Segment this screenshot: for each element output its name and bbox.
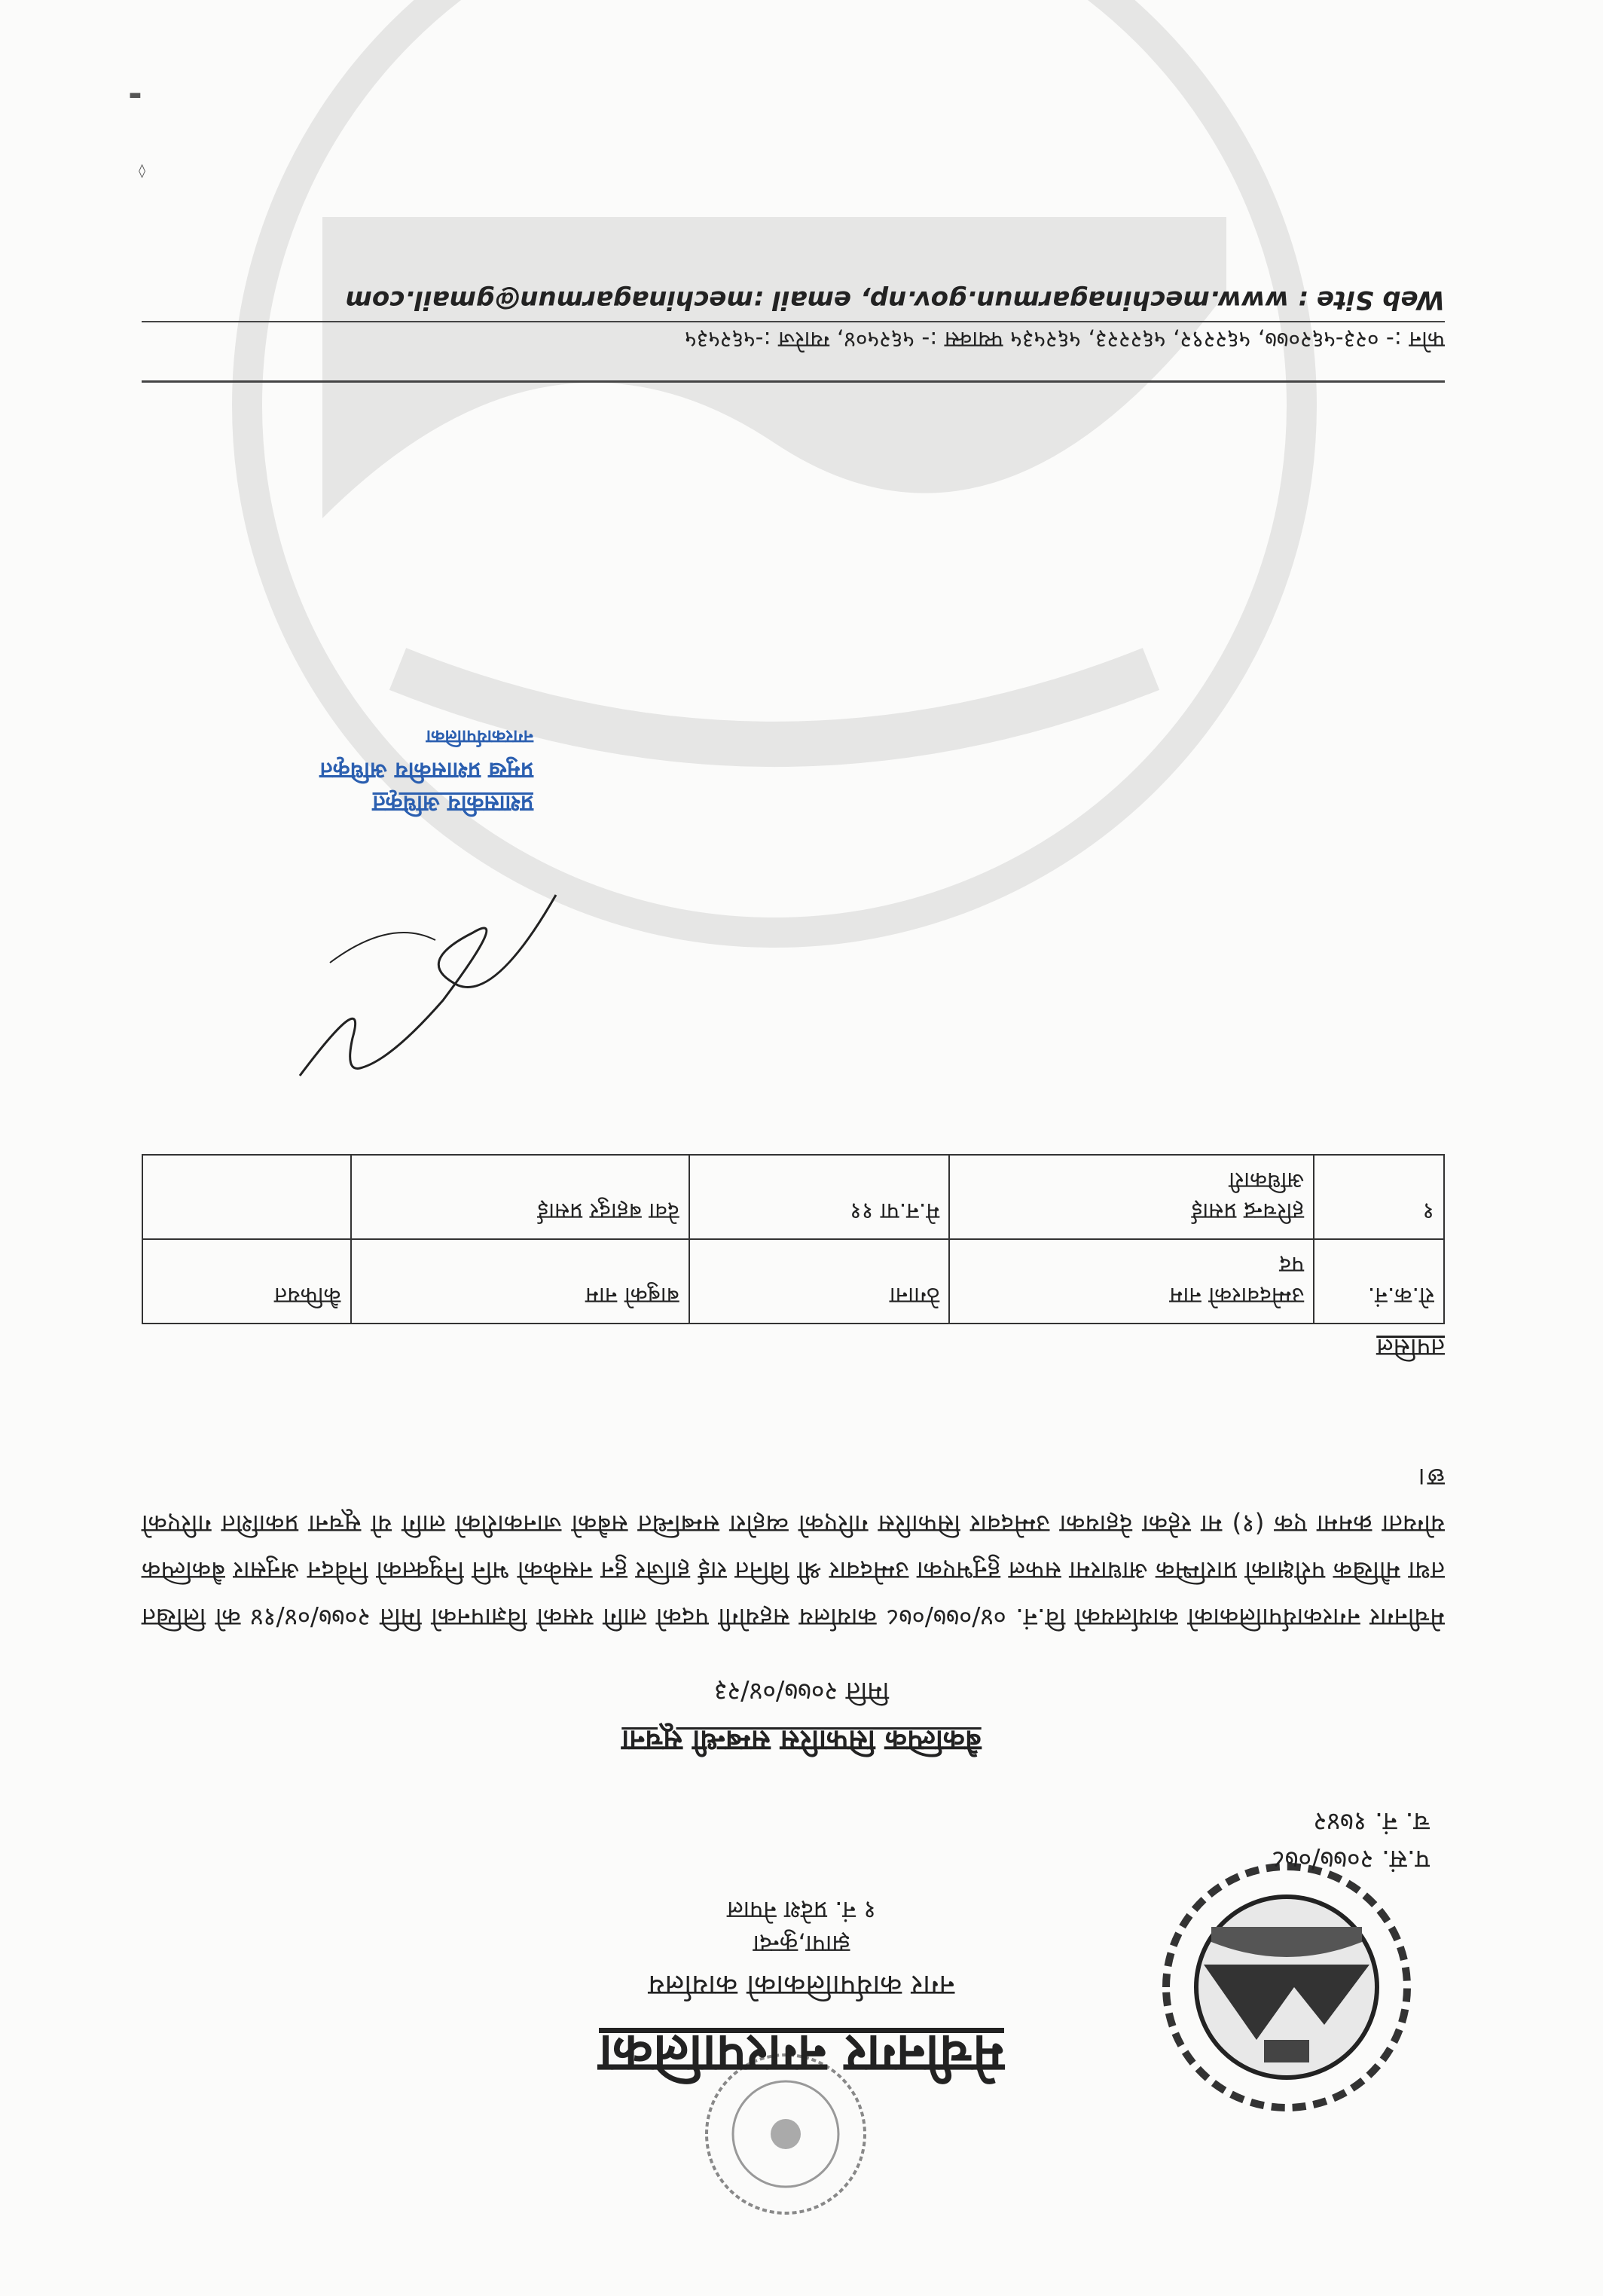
table-cell: १ (1314, 1155, 1444, 1239)
official-blue-stamp (270, 720, 533, 820)
candidate-table (142, 1154, 1445, 1324)
letter-number: प.सं. २०७७/०७८ (1272, 1844, 1430, 1874)
footer-mid-rule (142, 321, 1445, 322)
municipality-title: मेचीनगर नगरपालिका (599, 2023, 1004, 2085)
table-cell: देवा बहादुर प्रसाई (351, 1155, 689, 1239)
table-cell: हरिचन्द्र प्रसाई अधिकारी (949, 1155, 1314, 1239)
table-note: अधिकारी (1229, 1167, 1305, 1193)
office-name: नगर कार्यपालिकाको कार्यालय (648, 1969, 955, 2002)
table-cell: मे.न.पा ११ (689, 1155, 950, 1239)
column-header: उम्मेदवारको नाम पद (949, 1239, 1314, 1324)
column-header: ठेगाना (689, 1239, 950, 1324)
notice-date: मिति २०७७/०४/२३ (713, 1676, 890, 1706)
column-header: रो.क.नं. (1314, 1239, 1444, 1324)
watermark-emblem (172, 0, 1377, 970)
handwritten-signature (270, 865, 586, 1091)
table-row (142, 1155, 1444, 1239)
stamp-line: प्रमुख प्रशासकीय अधिकृत (319, 757, 533, 783)
footer-top-rule (142, 380, 1445, 383)
scan-mark: ▬ (128, 88, 142, 104)
footer-web-email: Web Site : www.mechinagarmun.gov.np, email :mechinagarmun@gmail.com (345, 285, 1445, 315)
table-cell (142, 1155, 351, 1239)
scan-mark: ◊ (139, 163, 145, 179)
footer-contact-info: फोन :- ०२३-५६२०७७, ५६२२९२, ५६२२२३, ५६२५३५ फ्याक्स :- ५६२५०४, ग्यारेज :-५६२५३५ (685, 326, 1445, 353)
table-note: पद (1279, 1251, 1305, 1278)
notice-title: बैकल्पिक सिफारिस सम्बन्धी सूचना (621, 1724, 982, 1757)
stamp-line: नगरकार्यपालिका (426, 726, 533, 747)
dispatch-number: च. नं. १७४२ (1313, 1806, 1430, 1836)
table-header-row (142, 1239, 1444, 1324)
column-header: कैफियत (142, 1239, 351, 1324)
table-caption: तपसिल (1376, 1333, 1445, 1363)
notice-body: मेचीनगर नगरकार्यपालिकाको कार्यालयको वि.नं. ०४/०७७/०७८ कार्यालय सहयोगी पदको लागि यसको विज्ञापनको मिति २०७७/०४/१४ को लिखित तथा मौखिक परीक्षाको प्रारम्भिक आधारमा सफल हुनुभएका उम्मेदवार श्री विनित राई हाजिर हुन नसकेको भनि नियुक्तको निवेदन अनुसार बैकल्पिक योग्यता क्रममा एक (१) मा रहेका देहायका उम्मेदवार सिफारिस गरिएको व्यहोरा सम्बन्धित सबैको जानकारीको लागि यो सूचना प्रकाशित गरिएको छ। (142, 1463, 1445, 1632)
office-address: झापा,कुन्दा (753, 1930, 850, 1959)
column-header: बाबुको नाम (351, 1239, 689, 1324)
province-line: १ नं. प्रदेश नेपाल (727, 1896, 876, 1925)
stamp-line: प्रशासकीय अधिकृत (372, 790, 533, 817)
